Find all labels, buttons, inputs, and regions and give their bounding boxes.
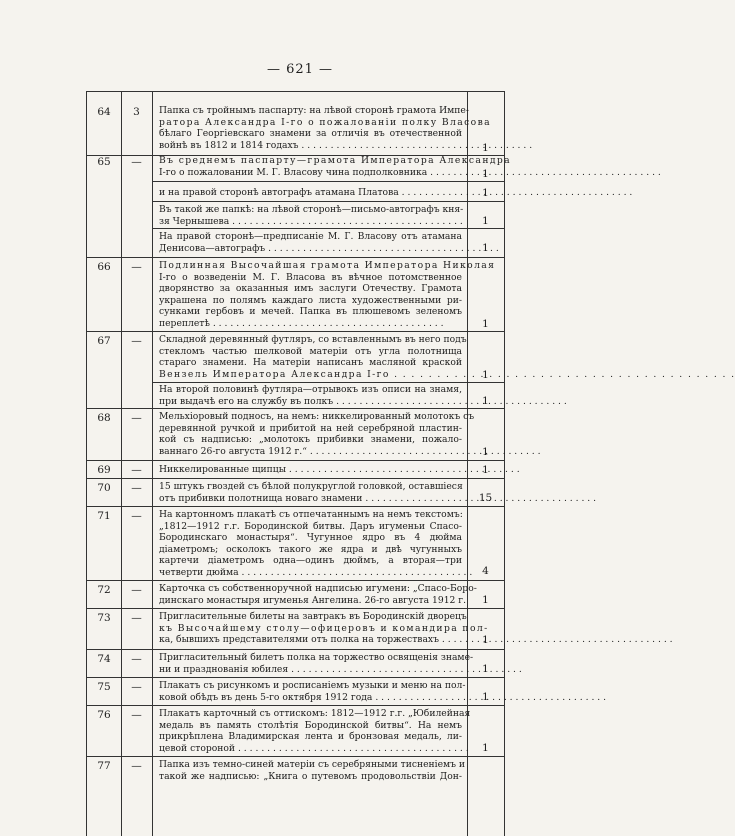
item-description <box>159 464 462 476</box>
item-number: 66 <box>97 261 111 273</box>
description-line: четверти дюйма . . . <box>159 567 462 579</box>
item-number: 74 <box>97 653 111 665</box>
item-quantity: — <box>131 156 142 168</box>
item-quantity: — <box>131 653 142 665</box>
description-line: дворянство за оказанныя имъ заслуги Отечеству. Грамота <box>159 283 462 295</box>
description-line: Пригласительные билеты на завтракъ въ Бородинскій дворецъ <box>159 611 467 622</box>
description-line: украшена по полямъ каждаго листа художественными ри- <box>159 294 462 306</box>
item-number: 76 <box>97 709 111 721</box>
item-count: 1 <box>482 395 489 407</box>
row-separator <box>87 580 504 581</box>
description-line: Въ такой же папкѣ: на лѣвой сторонѣ—письмо-автографъ кня- <box>159 204 464 215</box>
description-line: прикрѣплена Владимирская лента и бронзовая медаль, ли- <box>159 731 462 743</box>
description-line: деревянной ручкой и прибитой на ней серебряной пластин- <box>159 422 462 434</box>
subrow-separator <box>152 201 504 202</box>
item-number: 65 <box>97 156 111 168</box>
row-separator <box>87 756 504 757</box>
item-description <box>159 155 512 178</box>
row-separator <box>87 408 504 409</box>
description-line: медаль въ память столѣтія Бородинской битвы“. На немъ <box>159 719 462 731</box>
row-separator <box>87 478 504 479</box>
item-quantity: — <box>131 261 142 273</box>
item-quantity: — <box>131 482 142 494</box>
subrow-separator <box>152 382 504 383</box>
item-description <box>159 384 462 407</box>
description-line: стараго знамени. На матеріи написанъ масляной краской <box>159 357 462 369</box>
description-line: бѣлаго Георгіевскаго знамени за отличія въ отечественной <box>159 128 462 140</box>
description-line: Пригласительный билетъ полка на торжество освященія знаме- <box>159 652 474 663</box>
description-line: Плакатъ съ рисункомъ и росписаніемъ музыки и меню на пол- <box>159 680 466 691</box>
row-separator <box>87 608 504 609</box>
description-line: Карточка съ собственноручной надписью игумени: „Спасо-Боро- <box>159 583 477 594</box>
item-description <box>159 611 489 646</box>
item-count: 1 <box>482 663 489 675</box>
description-line: динскаго монастыря игуменья Ангелина. 26-го августа 1912 г. <box>159 594 467 606</box>
description-line: войнѣ въ 1812 и 1814 годахъ . . . <box>159 140 462 152</box>
description-line: На второй половинѣ футляра—отрывокъ изъ описи на знамя, <box>159 384 462 395</box>
description-line: Подлинная Высочайшая грамота Императора Николая <box>159 260 496 271</box>
item-description <box>159 509 462 579</box>
item-quantity: — <box>131 464 142 476</box>
item-quantity: 3 <box>133 106 140 118</box>
row-separator <box>87 257 504 258</box>
description-line: На правой сторонѣ—предписаніе М. Г. Власову отъ атамана <box>159 231 462 242</box>
item-quantity: — <box>131 335 142 347</box>
description-line: На картонномъ плакатѣ съ отпечатаннымъ на немъ текстомъ: <box>159 509 463 520</box>
table-top-rule <box>87 91 504 92</box>
item-count: 4 <box>482 565 489 577</box>
item-count: 1 <box>482 215 489 227</box>
item-count: 1 <box>482 168 489 180</box>
description-line: ваннаго 26-го августа 1912 г.“ . . . <box>159 446 462 458</box>
item-quantity: — <box>131 760 142 772</box>
item-count: 1 <box>482 594 489 606</box>
inventory-table <box>86 91 512 836</box>
item-number: 69 <box>97 464 111 476</box>
description-line: Складной деревянный футляръ, со вставленнымъ въ него подъ <box>159 334 467 345</box>
item-quantity: — <box>131 510 142 522</box>
item-description <box>159 652 474 675</box>
description-line: отъ прибивки полотнища новаго знамени . . . <box>159 493 462 505</box>
item-count: 1 <box>482 369 489 381</box>
description-line: переплетѣ . . . <box>159 318 462 330</box>
description-line: Никкелированные щипцы . . . <box>159 464 462 476</box>
description-line: Бородинскаго монастыря“. Чугунное ядро въ 4 дюйма <box>159 532 462 544</box>
subrow-separator <box>152 228 504 229</box>
row-separator <box>87 331 504 332</box>
item-count: 1 <box>482 446 489 458</box>
item-number: 72 <box>97 584 111 596</box>
item-description <box>159 260 496 330</box>
item-quantity: — <box>131 681 142 693</box>
description-line: діаметромъ; осколокъ такого же ядра и двѣ чугунныхъ <box>159 543 462 555</box>
description-line: I-го о возведеніи М. Г. Власова въ вѣчное потомственное <box>159 271 462 283</box>
description-line: Вензель Императора Александра I-го . . . <box>159 369 462 381</box>
item-number: 77 <box>97 760 111 772</box>
item-quantity: — <box>131 584 142 596</box>
item-description <box>159 680 466 703</box>
page-number: — 621 — <box>266 62 334 77</box>
description-line: Плакатъ карточный съ оттискомъ: 1812—1912 г.г. „Юбилейная <box>159 708 471 719</box>
description-line: кой съ надписью: „молотокъ прибивки знамени, пожало- <box>159 434 462 446</box>
item-description <box>159 759 466 782</box>
item-count: 1 <box>482 464 489 476</box>
description-line: ратора Александра I-го о пожалованіи полку Власова <box>159 116 492 128</box>
item-count: 1 <box>482 142 489 154</box>
description-line: картечи діаметромъ одна—одинъ дюймъ, а вторая—три <box>159 555 462 567</box>
item-count: 1 <box>482 242 489 254</box>
item-description <box>159 334 467 380</box>
description-line: такой же надписью: „Книга о путевомъ продовольствіи Дон- <box>159 770 462 782</box>
description-line: ни и празднованія юбилея . . . <box>159 664 462 676</box>
description-line: сунками гербовъ и мечей. Папка въ плюшевомъ зеленомъ <box>159 306 462 318</box>
subrow-separator <box>152 181 504 182</box>
description-line: къ Высочайшему столу—офицеровъ и командира пол- <box>159 622 489 634</box>
item-count: 1 <box>482 187 489 199</box>
description-line: цевой стороной . . . <box>159 743 462 755</box>
description-line: I-го о пожаловании М. Г. Власову чина подполковника . . . <box>159 167 462 179</box>
description-line: „1812—1912 г.г. Бородинской битвы. Даръ игуменьи Спасо- <box>159 520 462 532</box>
item-description <box>159 105 492 151</box>
row-separator <box>87 677 504 678</box>
row-separator <box>87 460 504 461</box>
description-line: Денисова—автографъ . . . <box>159 243 462 255</box>
item-description <box>159 411 475 457</box>
row-separator <box>87 506 504 507</box>
description-line: Въ среднемъ паспарту—грамота Императора Александра <box>159 155 512 166</box>
description-line: при выдачѣ его на службу въ полкъ . . . <box>159 396 462 408</box>
item-number: 71 <box>97 510 111 522</box>
item-description <box>159 204 462 227</box>
item-number: 64 <box>97 106 111 118</box>
item-quantity: — <box>131 709 142 721</box>
item-number: 75 <box>97 681 111 693</box>
row-separator <box>87 649 504 650</box>
item-number: 70 <box>97 482 111 494</box>
item-description <box>159 231 462 254</box>
description-line: Мельхіоровый подносъ, на немъ: никкелированный молотокъ съ <box>159 411 475 422</box>
description-line: Папка съ тройнымъ паспарту: на лѣвой сторонѣ грамота Импе- <box>159 105 469 116</box>
item-number: 67 <box>97 335 111 347</box>
column-divider <box>152 91 153 836</box>
description-line: зя Чернышева . . . <box>159 216 462 228</box>
row-separator <box>87 705 504 706</box>
description-line: 15 штукъ гвоздей съ бѣлой полукруглой головкой, оставшіеся <box>159 481 463 492</box>
item-description <box>159 708 471 754</box>
item-quantity: — <box>131 612 142 624</box>
description-line: и на правой сторонѣ автографъ атамана Платова . . . <box>159 187 462 199</box>
item-description <box>159 583 477 606</box>
description-line: Папка изъ темно-синей матеріи съ серебряными тисненіемъ и <box>159 759 466 770</box>
item-number: 68 <box>97 412 111 424</box>
item-count: 1 <box>482 318 489 330</box>
item-count: 1 <box>482 691 489 703</box>
item-count: 15 <box>478 492 493 504</box>
description-line: стекломъ частью шелковой матеріи отъ угла полотнища <box>159 345 462 357</box>
item-count: 1 <box>482 742 489 754</box>
item-number: 73 <box>97 612 111 624</box>
item-count: 1 <box>482 634 489 646</box>
description-line: ковой обѣдъ въ день 5-го октября 1912 года . . . <box>159 692 462 704</box>
item-description <box>159 187 462 199</box>
description-line: ка, бывшихъ представителями отъ полка на торжествахъ . . . <box>159 634 462 646</box>
item-quantity: — <box>131 412 142 424</box>
item-description <box>159 481 462 504</box>
